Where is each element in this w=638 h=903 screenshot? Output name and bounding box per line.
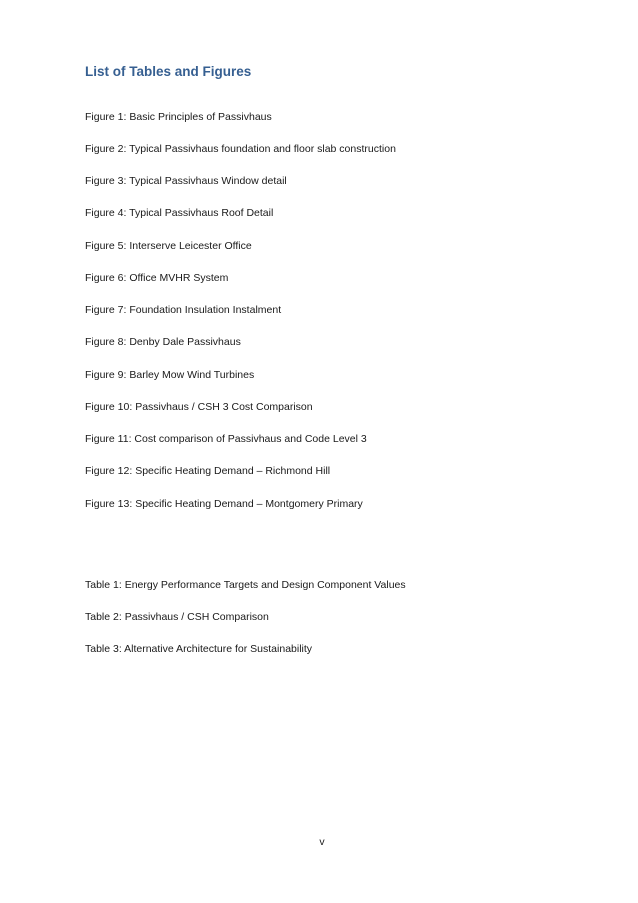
- table-entry-1: Table 1: Energy Performance Targets and Design Component Values: [85, 579, 406, 591]
- figure-entry-2: Figure 2: Typical Passivhaus foundation and floor slab construction: [85, 143, 396, 155]
- figure-entry-10: Figure 10: Passivhaus / CSH 3 Cost Comparison: [85, 401, 313, 413]
- figure-entry-8: Figure 8: Denby Dale Passivhaus: [85, 336, 241, 348]
- page-number: v: [319, 836, 325, 848]
- table-entry-2: Table 2: Passivhaus / CSH Comparison: [85, 611, 269, 623]
- figure-entry-4: Figure 4: Typical Passivhaus Roof Detail: [85, 207, 274, 219]
- figure-entry-3: Figure 3: Typical Passivhaus Window detail: [85, 175, 287, 187]
- figure-entry-5: Figure 5: Interserve Leicester Office: [85, 240, 252, 252]
- figure-entry-11: Figure 11: Cost comparison of Passivhaus and Code Level 3: [85, 433, 367, 445]
- figure-entry-9: Figure 9: Barley Mow Wind Turbines: [85, 369, 255, 381]
- figure-entry-6: Figure 6: Office MVHR System: [85, 272, 229, 284]
- figure-entry-7: Figure 7: Foundation Insulation Instalment: [85, 304, 282, 316]
- figure-entry-12: Figure 12: Specific Heating Demand – Richmond Hill: [85, 465, 331, 477]
- figure-entry-1: Figure 1: Basic Principles of Passivhaus: [85, 111, 272, 123]
- table-entry-3: Table 3: Alternative Architecture for Sustainability: [85, 643, 313, 655]
- page-title: List of Tables and Figures: [85, 64, 252, 79]
- figure-entry-13: Figure 13: Specific Heating Demand – Montgomery Primary: [85, 498, 363, 510]
